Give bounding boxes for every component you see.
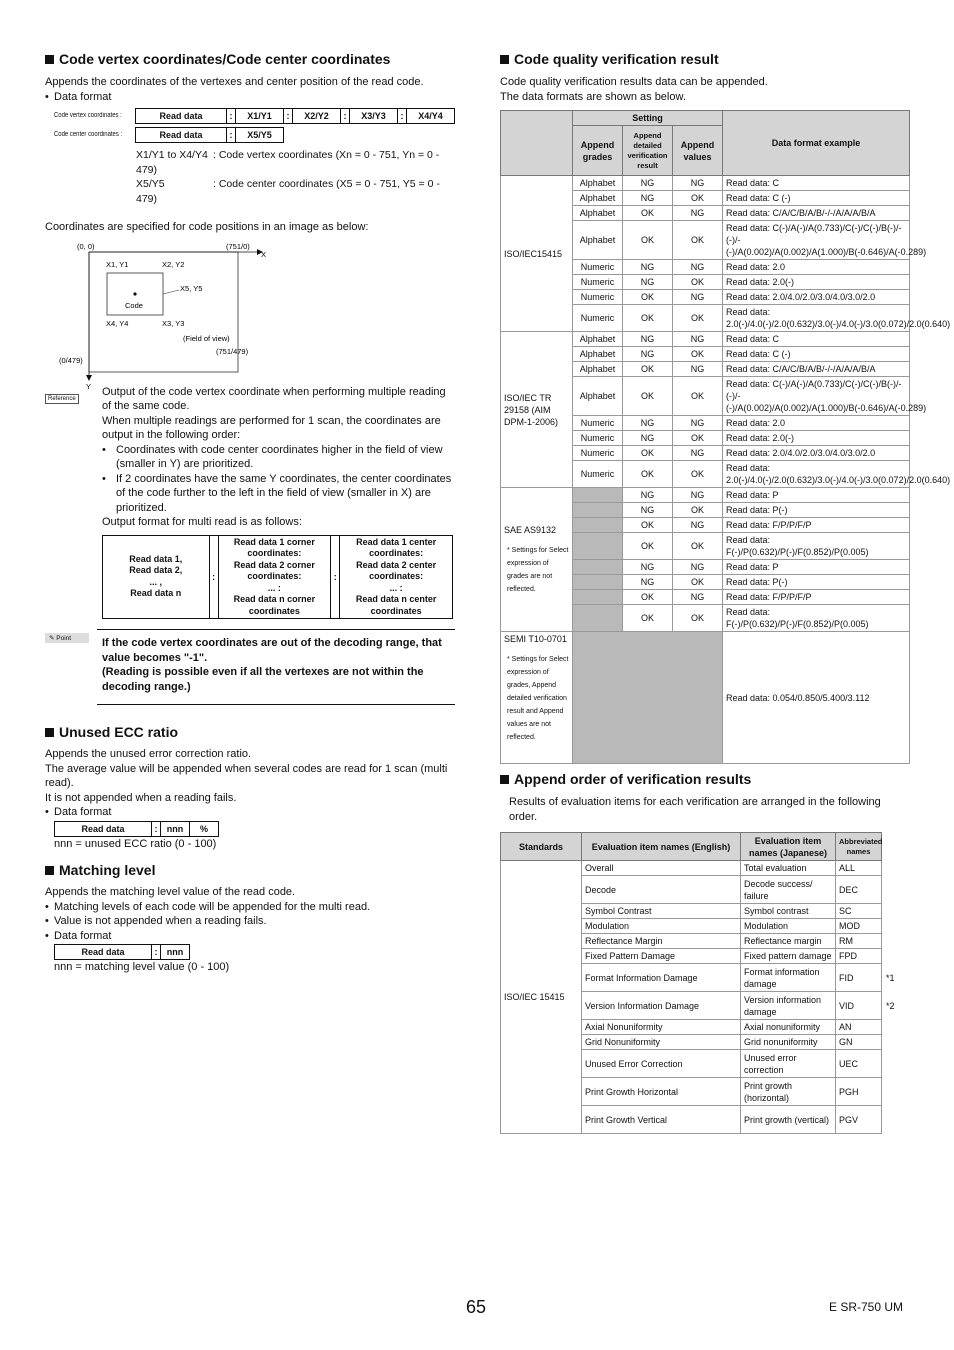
order-item-jp: Axial nonuniformity [741, 1020, 836, 1035]
quality-row-semi [501, 632, 910, 764]
left-column [45, 50, 455, 975]
fmt-read-data: Read data [136, 128, 227, 143]
quality-grades: NG [623, 191, 673, 206]
quality-example: Read data: F(-)/P(0.632)/P(-)/F(0.852)/P(0.005) [723, 533, 910, 560]
order-item-abbr [836, 964, 895, 992]
ecc-bullet: • Data format [45, 805, 455, 820]
quality-row [501, 488, 910, 503]
order-item-en: Overall [582, 861, 741, 876]
quality-values: OK [673, 347, 723, 362]
order-item-abbr: PGH [836, 1078, 882, 1106]
diagram-p3: X3, Y3 [162, 318, 185, 328]
quality-header-blank [501, 111, 573, 176]
point-text: If the code vertex coordinates are out of the decoding range, that value becomes "-1". (Reading is possible even if all the vertexes are not within the decoding range.) [102, 637, 442, 693]
quality-type [573, 605, 623, 632]
quality-table [500, 110, 951, 764]
quality-type: Alphabet [573, 332, 623, 347]
quality-type [573, 575, 623, 590]
quality-type: Alphabet [573, 191, 623, 206]
quality-grades: OK [623, 605, 673, 632]
quality-type [573, 503, 623, 518]
quality-type [573, 518, 623, 533]
quality-p1: Code quality verification results data can be appended. [500, 76, 768, 88]
append-order-wrap [500, 832, 909, 1134]
center-format-table: Read data : X5/Y5 [135, 127, 284, 143]
quality-std-cell [501, 632, 573, 764]
order-item-en: Symbol Contrast [582, 904, 741, 919]
quality-gray-cell [573, 632, 723, 764]
quality-example: Read data: 2.0(-) [723, 275, 910, 290]
quality-row [501, 332, 910, 347]
quality-type: Numeric [573, 416, 623, 431]
order-item-jp: Print growth (vertical) [741, 1106, 836, 1134]
quality-type [573, 590, 623, 605]
append-order-p1: Results of evaluation items for each verification are arranged in the following order. [509, 796, 881, 823]
order-header-jp: Evaluation item names (Japanese) [741, 833, 836, 861]
multi-col2: Read data 1 corner coordinates: Read data 2 corner coordinates: ... : Read data n corner coordinates [218, 535, 331, 619]
vertex-definitions: X1/Y1 to X4/Y4 : Code vertex coordinates (Xn = 0 - 751, Yn = 0 - 479) X5/Y5 : Code center coordinates (X5 = 0 - 751, Y5 = 0 - 479) [136, 149, 440, 205]
diagram-p5: X5, Y5 [180, 283, 203, 293]
quality-type: Numeric [573, 290, 623, 305]
matching-p1: Appends the matching level value of the read code. [45, 886, 296, 898]
ecc-format-table: Read data : nnn % [54, 821, 219, 837]
fmt-x1: X1/Y1 [236, 109, 284, 124]
diagram-topright: (751/0) [226, 241, 250, 251]
order-item-abbr: FPD [836, 949, 882, 964]
quality-example: Read data: C/A/C/B/A/B/-/-/A/A/A/B/A [723, 362, 910, 377]
diagram-p1: X1, Y1 [106, 259, 129, 269]
order-item-en: Modulation [582, 919, 741, 934]
order-item-en: Unused Error Correction [582, 1050, 741, 1078]
quality-values: OK [673, 305, 723, 332]
order-footnote-mark: *2 [886, 1000, 895, 1011]
order-abbr-text: VID [839, 1000, 855, 1011]
quality-example: Read data: C (-) [723, 347, 910, 362]
quality-type: Alphabet [573, 362, 623, 377]
quality-values: OK [673, 503, 723, 518]
order-item-en: Reflectance Margin [582, 934, 741, 949]
order-item-en: Grid Nonuniformity [582, 1035, 741, 1050]
quality-header-setting: Setting [573, 111, 723, 126]
matching-bullet2: • Value is not appended when a reading fails. [45, 914, 455, 929]
square-bullet-icon [500, 775, 509, 784]
diagram-p4: X4, Y4 [106, 318, 129, 328]
quality-example: Read data: P(-) [723, 503, 910, 518]
quality-values: NG [673, 518, 723, 533]
vertex-intro: Appends the coordinates of the vertexes and center position of the read code. [45, 76, 424, 88]
quality-example: Read data: F/P/P/F/P [723, 590, 910, 605]
reference-block [45, 385, 455, 620]
quality-example: Read data: P [723, 560, 910, 575]
quality-header-values: Append values [673, 126, 723, 176]
quality-example: Read data: 2.0/4.0/2.0/3.0/4.0/3.0/2.0 [723, 446, 910, 461]
quality-values: OK [673, 275, 723, 290]
quality-values: OK [673, 431, 723, 446]
quality-header-example: Data format example [723, 111, 910, 176]
quality-grades: OK [623, 305, 673, 332]
quality-values: NG [673, 446, 723, 461]
order-item-jp: Fixed pattern damage [741, 949, 836, 964]
quality-grades: NG [623, 275, 673, 290]
fmt-read-data: Read data [136, 109, 227, 124]
right-column [500, 50, 951, 1134]
quality-grades: NG [623, 416, 673, 431]
reference-body [102, 385, 455, 620]
quality-type: Alphabet [573, 176, 623, 191]
order-item-en: Fixed Pattern Damage [582, 949, 741, 964]
doc-id: E SR-750 UM [829, 1300, 904, 1314]
section-title-append-order: Append order of verification results [500, 770, 909, 788]
quality-grades: OK [623, 518, 673, 533]
matching-bullet1: • Matching levels of each code will be appended for the multi read. [45, 900, 455, 915]
diagram-bottomright: (751/479) [216, 346, 249, 356]
quality-header-grades: Append grades [573, 126, 623, 176]
center-point-icon [133, 292, 136, 295]
order-item-jp: Grid nonuniformity [741, 1035, 836, 1050]
quality-grades: OK [623, 362, 673, 377]
quality-type: Alphabet [573, 221, 623, 260]
quality-values: NG [673, 362, 723, 377]
quality-values: OK [673, 533, 723, 560]
order-header-en: Evaluation item names (English) [582, 833, 741, 861]
order-item-abbr: SC [836, 904, 882, 919]
multi-read-table: Read data 1, Read data 2, ... , Read data n : Read data 1 corner coordinates: Read data 2 corner coordinates: ... : Read data n corner coordinates : Read data 1 center coordinates: Read data 2 center coordinates: ... : Read data n center coordinates [102, 535, 453, 620]
square-bullet-icon [45, 866, 54, 875]
reference-tag: Reference [45, 387, 79, 405]
order-row [501, 861, 882, 876]
quality-grades: OK [623, 377, 673, 416]
diagram-p2: X2, Y2 [162, 259, 185, 269]
square-bullet-icon [500, 55, 509, 64]
quality-example: Read data: C (-) [723, 191, 910, 206]
order-header-abbr: Abbreviated names [836, 833, 882, 861]
quality-type: Alphabet [573, 206, 623, 221]
quality-type: Numeric [573, 461, 623, 488]
quality-type [573, 533, 623, 560]
quality-type: Alphabet [573, 377, 623, 416]
quality-std-cell [501, 488, 573, 632]
quality-grades: OK [623, 290, 673, 305]
quality-row [501, 176, 910, 191]
quality-values: OK [673, 575, 723, 590]
diagram-fov: (Field of view) [183, 333, 230, 343]
quality-type [573, 560, 623, 575]
quality-values: NG [673, 332, 723, 347]
coords-text: Coordinates are specified for code positions in an image as below: [45, 221, 369, 233]
order-item-en: Print Growth Horizontal [582, 1078, 741, 1106]
quality-std: ISO/IEC TR 29158 (AIM DPM-1-2006) [504, 392, 559, 427]
square-bullet-icon [45, 55, 54, 64]
quality-grades: NG [623, 332, 673, 347]
quality-values: OK [673, 191, 723, 206]
order-item-jp: Modulation [741, 919, 836, 934]
fmt-x2: X2/Y2 [293, 109, 341, 124]
diagram-code: Code [125, 300, 143, 310]
section-title-vertex: Code vertex coordinates/Code center coordinates [45, 50, 455, 68]
quality-std: SAE AS9132 [504, 524, 557, 535]
order-item-abbr: MOD [836, 919, 882, 934]
quality-std-note: * Settings for Select expression of grades are not reflected. [507, 546, 569, 593]
section-title-quality: Code quality verification result [500, 50, 909, 68]
quality-example: Read data: P [723, 488, 910, 503]
quality-example: Read data: 2.0 [723, 260, 910, 275]
quality-type [573, 488, 623, 503]
fmt-x5: X5/Y5 [236, 128, 284, 143]
quality-example: Read data: C(-)/A(-)/A(0.733)/C(-)/C(-)/B(-)/-(-)/-(-)/A(0.002)/A(0.002)/A(1.000)/B(-0.646)/A(-0.289) [723, 221, 910, 260]
diagram-bottomleft: (0/479) [59, 355, 83, 365]
quality-type: Numeric [573, 305, 623, 332]
quality-grades: OK [623, 461, 673, 488]
order-item-abbr: DEC [836, 876, 882, 904]
quality-std: SEMI T10-0701 [504, 634, 567, 644]
order-item-en: Decode [582, 876, 741, 904]
quality-values: NG [673, 560, 723, 575]
ecc-p3: It is not appended when a reading fails. [45, 791, 237, 804]
ref-bullet2: • If 2 coordinates have the same Y coordinates, the center coordinates of the code further to the left in the field of view (smaller in X) are prioritized. [102, 472, 455, 516]
matching-def: nnn = matching level value (0 - 100) [54, 961, 230, 973]
order-abbr-text: FID [839, 972, 854, 983]
vertex-format-block [45, 108, 455, 148]
quality-type: Numeric [573, 260, 623, 275]
section-title-matching: Matching level [45, 861, 455, 879]
order-std: ISO/IEC 15415 [501, 861, 582, 1134]
quality-type: Numeric [573, 446, 623, 461]
order-item-jp: Format information damage [741, 964, 836, 992]
quality-grades: OK [623, 446, 673, 461]
order-item-jp: Unused error correction [741, 1050, 836, 1078]
quality-example: Read data: 2.0/4.0/2.0/3.0/4.0/3.0/2.0 [723, 290, 910, 305]
quality-values: NG [673, 260, 723, 275]
quality-values: OK [673, 377, 723, 416]
quality-grades: NG [623, 431, 673, 446]
multi-col3: Read data 1 center coordinates: Read data 2 center coordinates: ... : Read data n center coordinates [340, 535, 453, 619]
fmt-x4: X4/Y4 [407, 109, 455, 124]
coordinate-diagram [45, 239, 345, 391]
quality-grades: NG [623, 575, 673, 590]
order-item-abbr: RM [836, 934, 882, 949]
square-bullet-icon [45, 728, 54, 737]
order-item-jp: Reflectance margin [741, 934, 836, 949]
quality-example: Read data: P(-) [723, 575, 910, 590]
quality-grades: NG [623, 560, 673, 575]
ref-line1: Output of the code vertex coordinate when performing multiple reading of the same code. [102, 385, 446, 412]
order-item-en: Version Information Damage [582, 992, 741, 1020]
quality-example: Read data: F/P/P/F/P [723, 518, 910, 533]
quality-example: Read data: 2.0(-)/4.0(-)/2.0(0.632)/3.0(-)/4.0(-)/3.0(0.072)/2.0(0.640) [723, 461, 910, 488]
multi-col1: Read data 1, Read data 2, ... , Read data n [103, 535, 210, 619]
quality-grades: OK [623, 206, 673, 221]
diagram-y: Y [86, 381, 92, 391]
order-item-abbr: ALL [836, 861, 882, 876]
y-arrow-icon [86, 375, 92, 381]
quality-type: Alphabet [573, 347, 623, 362]
quality-std: ISO/IEC15415 [504, 248, 563, 259]
quality-type: Numeric [573, 431, 623, 446]
quality-example: Read data: F(-)/P(0.632)/P(-)/F(0.852)/P(0.005) [723, 605, 910, 632]
quality-std-cell [501, 176, 573, 332]
quality-type: Numeric [573, 275, 623, 290]
ecc-def: nnn = unused ECC ratio (0 - 100) [54, 837, 217, 850]
quality-grades: OK [623, 533, 673, 560]
order-item-jp: Version information damage [741, 992, 836, 1020]
point-block [49, 629, 455, 705]
order-item-abbr: AN [836, 1020, 882, 1035]
quality-std-cell [501, 332, 573, 488]
order-item-abbr: UEC [836, 1050, 882, 1078]
quality-grades: NG [623, 488, 673, 503]
quality-values: NG [673, 290, 723, 305]
order-item-abbr: GN [836, 1035, 882, 1050]
quality-example: Read data: C/A/C/B/A/B/-/-/A/A/A/B/A [723, 206, 910, 221]
append-order-table [500, 832, 895, 1134]
quality-example: Read data: 2.0 [723, 416, 910, 431]
order-item-jp: Decode success/ failure [741, 876, 836, 904]
order-header-std: Standards [501, 833, 582, 861]
ref-bullet1: • Coordinates with code center coordinates higher in the field of view (smaller in Y) are prioritized. [102, 443, 455, 472]
fmt-x3: X3/Y3 [350, 109, 398, 124]
quality-values: NG [673, 590, 723, 605]
quality-grades: OK [623, 221, 673, 260]
quality-values: OK [673, 461, 723, 488]
quality-example: Read data: C [723, 332, 910, 347]
point-tag: ✎ Point [45, 633, 89, 643]
diagram-origin: (0, 0) [77, 241, 95, 251]
ecc-p2: The average value will be appended when several codes are read for 1 scan (multi read). [45, 762, 448, 789]
quality-grades: NG [623, 503, 673, 518]
order-item-en: Axial Nonuniformity [582, 1020, 741, 1035]
quality-grades: OK [623, 590, 673, 605]
quality-values: NG [673, 416, 723, 431]
ecc-body [45, 747, 455, 851]
quality-values: NG [673, 206, 723, 221]
order-item-jp: Print growth (horizontal) [741, 1078, 836, 1106]
vertex-bullet: • Data format [45, 90, 455, 105]
quality-values: OK [673, 605, 723, 632]
matching-body [45, 885, 455, 975]
quality-grades: NG [623, 260, 673, 275]
quality-std-note: * Settings for Select expression of grades, Append detailed verification result and Append values are not reflected. [507, 656, 569, 741]
quality-grades: NG [623, 347, 673, 362]
matching-format-table: Read data : nnn [54, 944, 190, 960]
quality-example: Read data: 2.0(-) [723, 431, 910, 446]
diagram-x: X [261, 249, 267, 259]
quality-example: Read data: C(-)/A(-)/A(0.733)/C(-)/C(-)/B(-)/-(-)/-(-)/A(0.002)/A(0.002)/A(1.000)/B(-0.646)/A(-0.289) [723, 377, 910, 416]
quality-grades: NG [623, 176, 673, 191]
quality-example: Read data: 2.0(-)/4.0(-)/2.0(0.632)/3.0(-)/4.0(-)/3.0(0.072)/2.0(0.640) [723, 305, 910, 332]
order-item-en: Format Information Damage [582, 964, 741, 992]
quality-values: NG [673, 488, 723, 503]
quality-values: NG [673, 176, 723, 191]
quality-example: Read data: 0.054/0.850/5.400/3.112 [723, 632, 910, 764]
quality-p2: The data formats are shown as below. [500, 90, 686, 103]
order-item-jp: Symbol contrast [741, 904, 836, 919]
order-footnote-mark: *1 [886, 972, 895, 983]
order-item-jp: Total evaluation [741, 861, 836, 876]
order-item-abbr [836, 992, 895, 1020]
quality-example: Read data: C [723, 176, 910, 191]
quality-values: OK [673, 221, 723, 260]
page-number: 65 [466, 1297, 487, 1317]
vertex-row-label: Code vertex coordinates : [54, 112, 122, 119]
center-row-label: Code center coordinates : [54, 131, 123, 138]
ecc-p1: Appends the unused error correction ratio. [45, 748, 252, 760]
ref-line2: When multiple readings are performed for 1 scan, the coordinates are output in the following order: [102, 414, 441, 441]
order-item-en: Print Growth Vertical [582, 1106, 741, 1134]
quality-header-detailed: Append detailed verification result [623, 126, 673, 176]
ref-line3: Output format for multi read is as follows: [102, 516, 302, 528]
section-title-ecc: Unused ECC ratio [45, 723, 455, 741]
vertex-format-table: Read data : X1/Y1 : X2/Y2 : X3/Y3 : X4/Y4 [135, 108, 455, 124]
matching-bullet3: • Data format [45, 929, 455, 944]
order-item-abbr: PGV [836, 1106, 882, 1134]
